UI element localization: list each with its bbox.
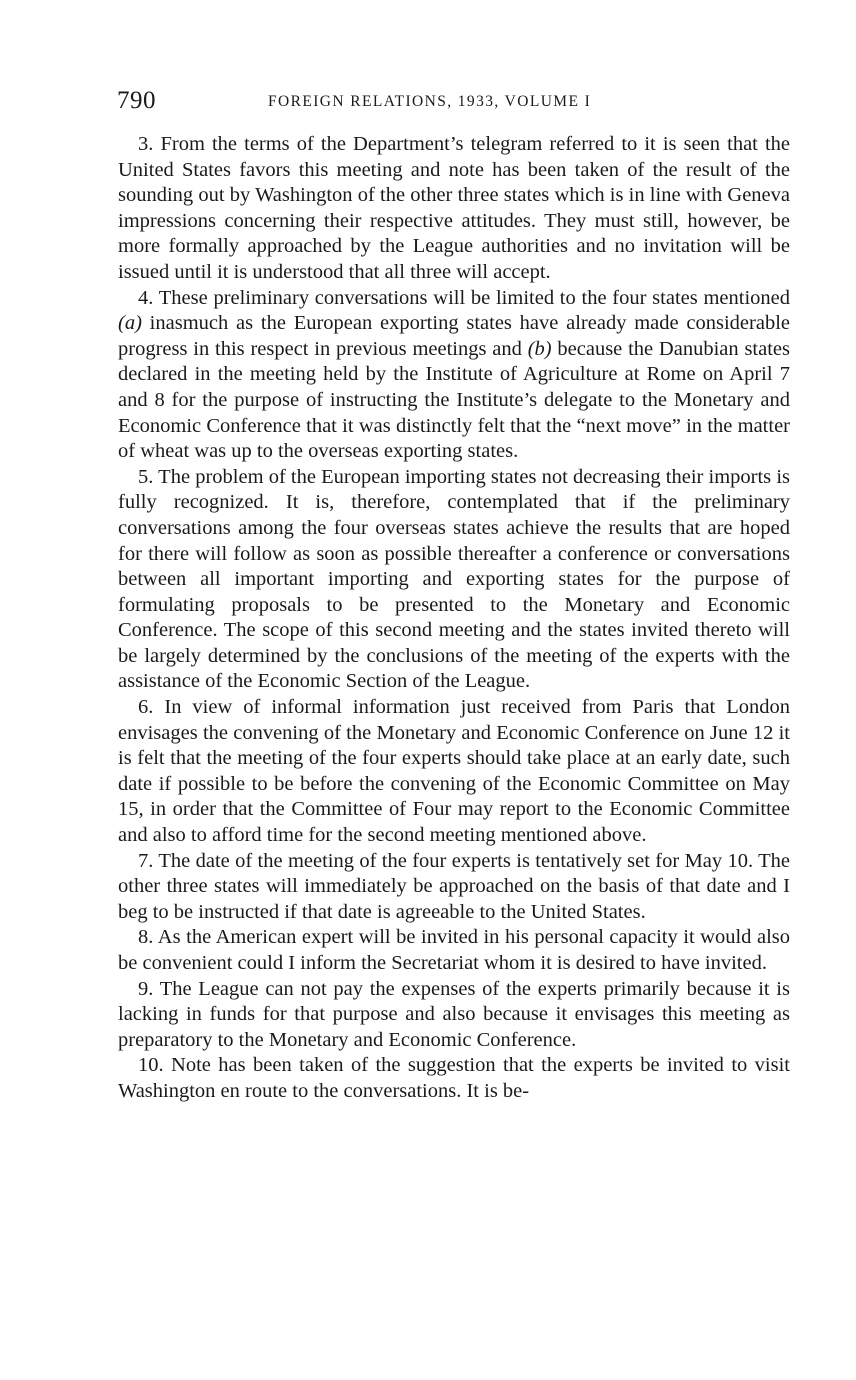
paragraph-number: 3. bbox=[138, 133, 154, 155]
paragraph-7 bbox=[118, 849, 790, 926]
paragraph-6 bbox=[118, 695, 790, 849]
paragraph-text: From the terms of the Department’s telegram referred to it is seen that the United States favors this meeting and note has been taken of the result of the sounding out by Washington of the other three states which is in line with Geneva impressions concerning their respective attitudes. They must still, however, be more formally approached by the League authorities and no invitation will be issued until it is understood that all three will accept. bbox=[118, 133, 790, 283]
paragraph-text: because the Danubian states declared in the meeting held by the Institute of Agriculture at Rome on April 7 and 8 for the purpose of instructing the Institute’s delegate to the Monetary and Economic Conference that it was distinctly felt that the “next move” in the matter of wheat was up to the overseas exporting states. bbox=[118, 337, 790, 463]
list-marker-b: (b) bbox=[527, 337, 552, 360]
paragraph-3 bbox=[118, 132, 790, 286]
paragraph-text: The League can not pay the expenses of the experts primarily because it is lacking in funds for that purpose and also because it envisages this meeting as preparatory to the Monetary and Economic Conference. bbox=[118, 977, 790, 1051]
paragraph-number: 6. bbox=[138, 696, 154, 719]
paragraph-text: As the American expert will be invited in his personal capacity it would also be convenient could I inform the Secretariat whom it is desired to have invited. bbox=[118, 926, 790, 974]
paragraph-4 bbox=[118, 286, 790, 465]
paragraph-text: In view of informal information just received from Paris that London envisages the convening of the Monetary and Economic Conference on June 12 it is felt that the meeting of the four experts should take place at an early date, such date if possible to be before the convening of the Economic Committee on May 15, in order that the Committee of Four may report to the Economic Committee and also to afford time for the second meeting mentioned above. bbox=[118, 696, 791, 847]
paragraph-text: The problem of the European importing states not decreasing their imports is fully recognized. It is, therefore, contemplated that if the preliminary conversations among the four overseas states achieve the results that are hoped for there will follow as soon as possible thereafter a conference or conversations between all important importing and exporting states for the purpose of formulating proposals to be presented to the Monetary and Economic Conference. The scope of this second meeting and the states invited thereto will be largely determined by the conclusions of the meeting of the experts with the assistance of the Economic Section of the League. bbox=[118, 465, 790, 693]
paragraph-number: 4. bbox=[138, 286, 154, 309]
paragraph-8 bbox=[118, 925, 790, 976]
paragraph-number: 9. bbox=[138, 977, 154, 1000]
running-head: FOREIGN RELATIONS, 1933, VOLUME I bbox=[268, 93, 592, 110]
paragraph-number: 7. bbox=[138, 849, 154, 872]
paragraph-text: The date of the meeting of the four experts is tentatively set for May 10. The other three states will immediately be approached on the basis of that date and I beg to be instructed if that date is agreeable to the United States. bbox=[118, 849, 790, 923]
paragraph-5 bbox=[118, 465, 790, 695]
body-text bbox=[118, 132, 790, 1105]
paragraph-text: These preliminary conversations will be limited to the four states mentioned bbox=[158, 286, 790, 309]
paragraph-text: inasmuch as the European exporting states have already made considerable progress in this respect in previous meetings and bbox=[118, 312, 790, 360]
paragraph-10 bbox=[118, 1053, 790, 1104]
page-number: 790 bbox=[117, 87, 156, 114]
paragraph-number: 8. bbox=[138, 926, 154, 949]
paragraph-number: 10. bbox=[138, 1054, 164, 1077]
paragraph-9 bbox=[118, 977, 790, 1054]
list-marker-a: (a) bbox=[118, 312, 142, 335]
paragraph-text: Note has been taken of the suggestion that the experts be invited to visit Washington en route to the conversations. It is be- bbox=[118, 1054, 790, 1102]
paragraph-number: 5. bbox=[138, 465, 154, 488]
